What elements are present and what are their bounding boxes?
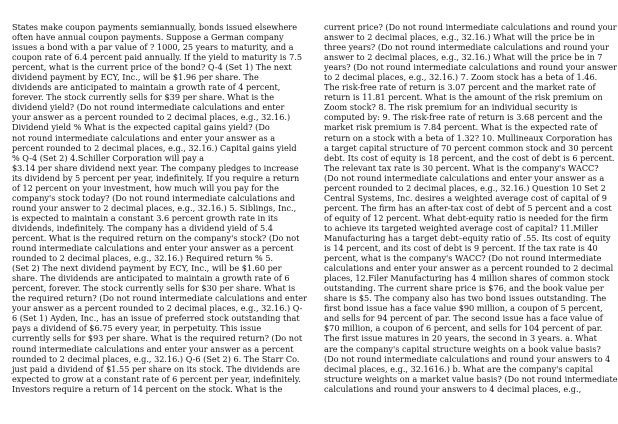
text-line: is 14 percent, and its cost of debt is 9 percent. If the tax rate is 40 [324,243,598,254]
text-line: its dividend by 5 percent per year, indefinitely. If you require a return [12,172,300,183]
text-line: % Q-4 (Set 2) 4.Schiller Corporation will pay a [12,152,205,163]
text-line: answer to 2 decimal places, e.g., 32.16.) What will the price be in 7 [324,52,603,63]
text-line: not round intermediate calculations and enter your answer as a [12,132,276,143]
text-line: structure weights on a market value basis? (Do not round intermediate [324,373,618,384]
text-line: (Do not round intermediate calculations and round your answers to 4 [324,353,611,364]
text-line: percent, what is the current price of the bond? Q-4 (Set 1) The next [12,62,292,73]
text-line: outstanding. The current share price is $76, and the book value per [324,283,604,294]
text-line: three years? (Do not round intermediate calculations and round your [324,42,610,53]
text-line: often have annual coupon payments. Suppose a German company [12,32,284,43]
text-line: your answer as a percent rounded to 2 decimal places, e.g., 32.16.) Q- [12,303,303,314]
text-line: (Set 2) The next dividend payment by ECY, Inc., will be $1.60 per [12,263,282,274]
text-line: answer to 2 decimal places, e.g., 32.16.) What will the price be in [324,32,595,43]
text-line: percent. The firm has an after-tax cost of debt of 5 percent and a cost [324,202,612,213]
text-line: pays a dividend of $6.75 every year, in perpetuity. This issue [12,323,262,334]
text-line: (Do not round intermediate calculations and enter your answer as a [324,172,605,183]
text-line: market risk premium is 7.84 percent. What is the expected rate of [324,122,598,133]
text-line: 6 (Set 1) Ayden, Inc., has an issue of preferred stock outstanding that [12,313,300,324]
text-line: and sells for 94 percent of par. The second issue has a face value of [324,313,603,324]
text-line: places, 12.Filer Manufacturing has 4 million shares of common stock [324,273,610,284]
text-line: percent. What is the required return on the company's stock? (Do not [12,232,300,243]
text-line: company's stock today? (Do not round intermediate calculations and [12,192,296,203]
text-line: your answer as a percent rounded to 2 decimal places, e.g., 32.16.) [12,112,291,123]
text-line: forever. The stock currently sells for $39 per share. What is the [12,92,275,103]
text-line: a target capital structure of 70 percent common stock and 30 percent [324,142,613,153]
text-line: dividend payment by ECY, Inc., will be $1.96 per share. The [12,72,259,83]
text-line: percent rounded to 2 decimal places, e.g., 32.16.) Question 10 Set 2 [324,182,606,193]
text-line: percent, forever. The stock currently sells for $30 per share. What is [12,283,296,294]
text-line: first bond issue has a face value $90 million, a coupon of 5 percent, [324,303,603,314]
text-line: years? (Do not round intermediate calculations and round your answer [324,62,617,73]
text-line: The relevant tax rate is 30 percent. What is the company's WACC? [324,162,599,173]
text-line: are the company's capital structure weights on a book value basis? [324,343,601,354]
text-line: computed by: 9. The risk-free rate of return is 3.68 percent and the [324,112,603,123]
text-line: expected to grow at a constant rate of 6 percent per year, indefinitely. [12,373,301,384]
text-line: Dividend yield % What is the expected capital gains yield? (Do [12,122,270,133]
text-line: to achieve its targeted weighted average cost of capital? 11.Miller [324,222,598,233]
text-line: share. The dividends are anticipated to maintain a growth rate of 6 [12,273,290,284]
text-line: issues a bond with a par value of ? 1000, 25 years to maturity, and a [12,42,294,53]
text-line: Investors require a return of 14 percent on the stock. What is the [12,383,283,394]
text-line: to 2 decimal places, e.g., 32.16.) 7. Zoom stock has a beta of 1.46. [324,72,598,83]
text-line: Manufacturing has a target debt–equity ratio of .55. Its cost of equity [324,232,611,243]
text-line: calculations and round your answers to 4 decimal places, e.g., [324,383,582,394]
text-line: calculations and enter your answer as a percent rounded to 2 decimal [324,263,614,274]
text-line: return is 11.81 percent. What is the amount of the risk premium on [324,92,603,103]
text-line: dividends are anticipated to maintain a growth rate of 4 percent, [12,82,281,93]
text-line: of 12 percent on your investment, how much will you pay for the [12,182,279,193]
text-line: the required return? (Do not round intermediate calculations and enter [12,293,307,304]
text-line: The risk-free rate of return is 3.07 percent and the market rate of [324,82,596,93]
text-line: just paid a dividend of $1.55 per share on its stock. The dividends are [12,363,301,374]
text-line: $70 million, a coupon of 6 percent, and sells for 104 percent of par. [324,323,603,334]
text-line: dividends, indefinitely. The company has a dividend yield of 5.4 [12,222,273,233]
text-line: coupon rate of 6.4 percent paid annually. If the yield to maturity is 7.5 [12,52,303,63]
text-line: Central Systems, Inc. desires a weighted average cost of capital of 9 [324,192,607,203]
text-line: debt. Its cost of equity is 18 percent, and the cost of debt is 6 percent. [324,152,615,163]
text-line: round intermediate calculations and enter your answer as a percent [12,243,294,254]
text-line: decimal places, e.g., 32.1616.) b. What are the company's capital [324,363,594,374]
text-line: Zoom stock? 8. The risk premium for an individual security is [324,102,578,113]
left-text-column [12,22,307,394]
text-line: round your answer to 2 decimal places, e.g., 32.16.) 5. Siblings, Inc., [12,202,297,213]
text-line: States make coupon payments semiannually, bonds issued elsewhere [12,22,297,32]
text-line: return on a stock with a beta of 1.32? 10. Mullineaux Corporation has [324,132,613,143]
text-line: percent rounded to 2 decimal places, e.g., 32.16.) Capital gains yield [12,142,297,153]
text-line: rounded to 2 decimal places, e.g., 32.16.) Q-6 (Set 2) 6. The Starr Co. [12,353,300,364]
text-line: share is $5. The company also has two bond issues outstanding. The [324,293,607,304]
text-line: currently sells for $93 per share. What is the required return? (Do not [12,333,303,344]
text-line: round intermediate calculations and enter your answer as a percent [12,343,294,354]
text-line: rounded to 2 decimal places, e.g., 32.16.) Required return % 5. [12,253,274,264]
text-line: percent, what is the company's WACC? (Do not round intermediate [324,253,602,264]
text-line: is expected to maintain a constant 3.6 percent growth rate in its [12,212,278,223]
right-text-column [324,22,618,394]
text-line: of equity of 12 percent. What debt-equity ratio is needed for the firm [324,212,609,223]
text-line: $3.14 per share dividend next year. The company pledges to increase [12,162,299,173]
text-line: current price? (Do not round intermediate calculations and round your [324,22,617,32]
text-line: dividend yield? (Do not round intermediate calculations and enter [12,102,285,113]
text-line: The first issue matures in 20 years, the second in 3 years. a. What [324,333,597,344]
